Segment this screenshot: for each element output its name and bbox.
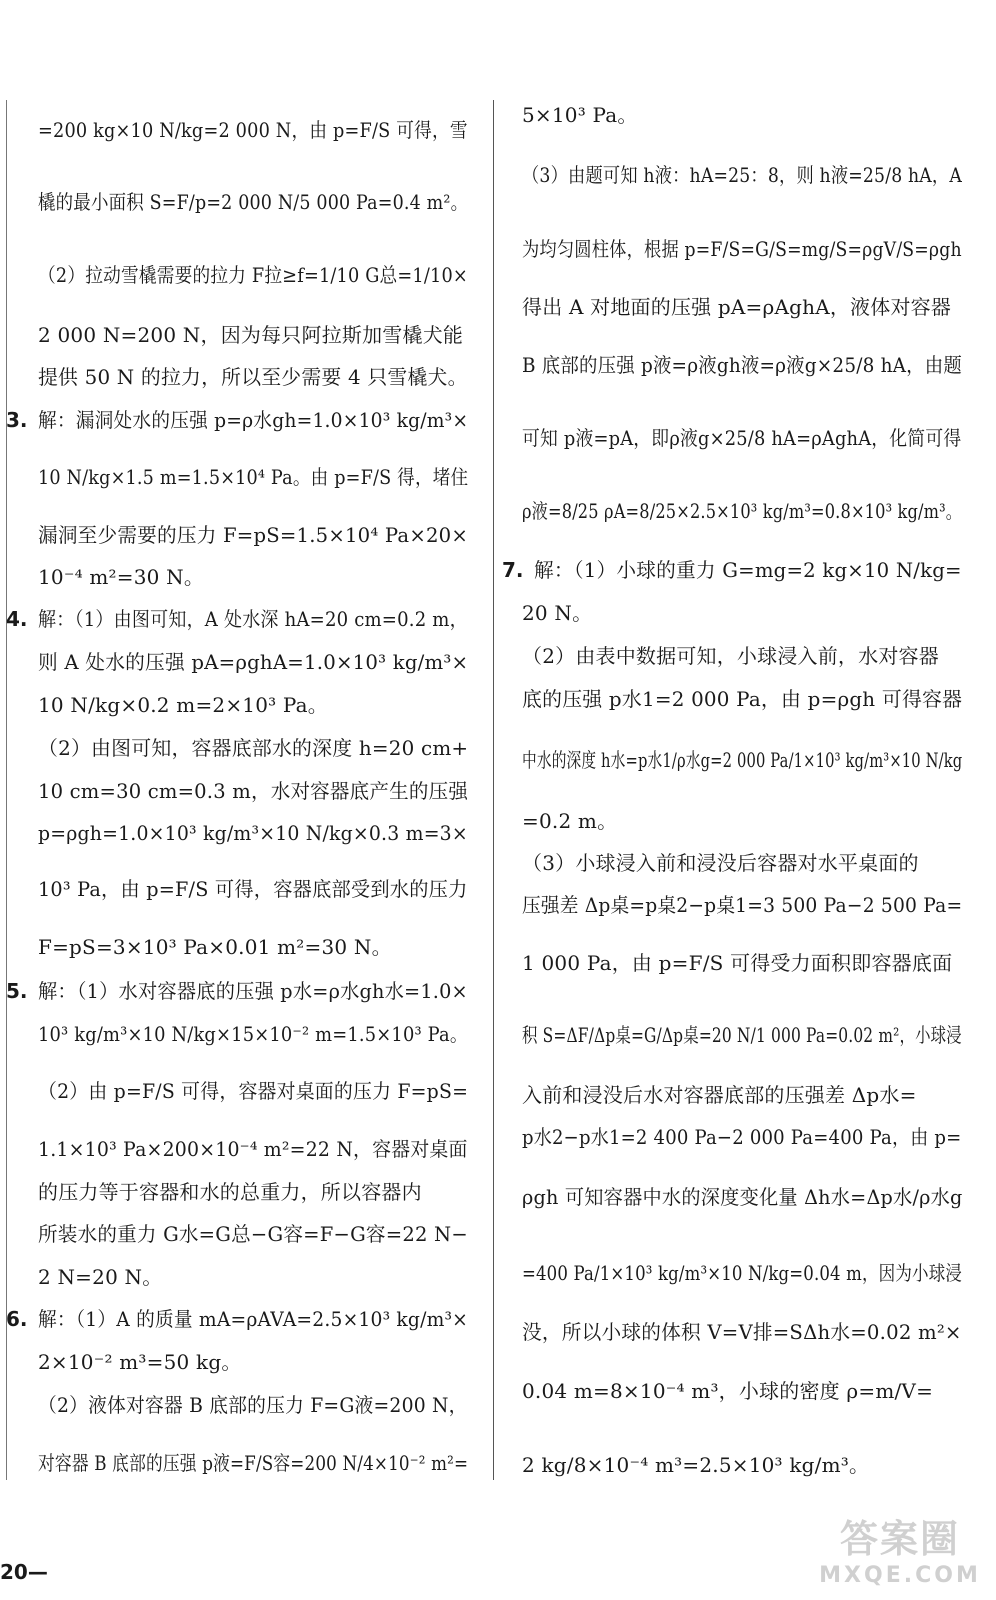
text-line: 对容器 B 底部的压强 p液=F/S容=200 N/4×10⁻² m²= [38,1451,469,1475]
watermark-url: MXQE.COM [819,1562,981,1588]
text-line: （2）由表中数据可知，小球浸入前，水对容器 [522,644,939,668]
text-line: 2×10⁻² m³=50 kg。 [38,1350,242,1374]
text-line: （2）由图可知，容器底部水的深度 h=20 cm+ [38,736,469,760]
text-line: ρgh 可知容器中水的深度变化量 Δh水=Δp水/ρ水g [522,1185,963,1209]
text-line: 10 N/kg×1.5 m=1.5×10⁴ Pa。由 p=F/S 得，堵住 [38,465,469,489]
text-line: 得出 A 对地面的压强 pA=ρAghA，液体对容器 [522,295,952,319]
page-number: 20— [0,1560,48,1584]
text-line: （2）液体对容器 B 底部的压力 F=G液=200 N， [38,1393,468,1417]
text-line: 解：（1）小球的重力 G=mg=2 kg×10 N/kg= [534,558,962,582]
text-line: 解：（1）由图可知，A 处水深 hA=20 cm=0.2 m， [38,607,468,631]
text-line: 压强差 Δp桌=p桌2−p桌1=3 500 Pa−2 500 Pa= [522,893,963,917]
text-line: 10³ kg/m³×10 N/kg×15×10⁻² m=1.5×10³ Pa。 [38,1022,468,1046]
left-margin-rule [6,100,7,1480]
text-line: 10 N/kg×0.2 m=2×10³ Pa。 [38,693,329,717]
text-line: 1.1×10³ Pa×200×10⁻⁴ m²=22 N，容器对桌面 [38,1137,468,1161]
text-line: （3）由题可知 h液：hA=25：8，则 h液=25/8 hA，A [522,163,963,187]
text-line: p水2−p水1=2 400 Pa−2 000 Pa=400 Pa，由 p= [522,1125,962,1149]
text-line: 5×10³ Pa。 [522,103,638,127]
problem-number: 7. [502,558,524,582]
text-line: （2）由 p=F/S 可得，容器对桌面的压力 F=pS= [38,1079,469,1103]
text-line: =0.2 m。 [522,809,618,833]
text-line: 入前和浸没后水对容器底部的压强差 Δp水= [522,1083,917,1107]
problem-number: 6. [6,1307,28,1331]
text-line: F=pS=3×10³ Pa×0.01 m²=30 N。 [38,935,392,959]
text-line: 2 000 N=200 N，因为每只阿拉斯加雪橇犬能 [38,323,464,347]
text-line: 10 cm=30 cm=0.3 m，水对容器底产生的压强 [38,779,469,803]
text-line: 0.04 m=8×10⁻⁴ m³，小球的密度 ρ=m/V= [522,1379,934,1403]
text-line: 2 kg/8×10⁻⁴ m³=2.5×10³ kg/m³。 [522,1453,870,1477]
text-line: B 底部的压强 p液=ρ液gh液=ρ液g×25/8 hA，由题 [522,353,963,377]
text-line: 则 A 处水的压强 pA=ρghA=1.0×10³ kg/m³× [38,650,469,674]
text-line: （2）拉动雪橇需要的拉力 F拉≥f=1/10 G总=1/10× [38,263,468,287]
text-line: ρ液=8/25 ρA=8/25×2.5×10³ kg/m³=0.8×10³ kg/m³。 [522,499,963,523]
text-line: 10⁻⁴ m²=30 N。 [38,565,205,589]
watermark-title: 答案圈 [839,1516,960,1561]
text-line: 提供 50 N 的拉力，所以至少需要 4 只雪橇犬。 [38,365,468,389]
text-line: 可知 p液=pA，即ρ液g×25/8 hA=ρAghA，化简可得 [522,426,962,450]
text-line: 中水的深度 h水=p水1/ρ水g=2 000 Pa/1×10³ kg/m³×10 N/kg [522,748,963,772]
text-line: 1 000 Pa，由 p=F/S 可得受力面积即容器底面 [522,951,953,975]
text-line: （3）小球浸入前和浸没后容器对水平桌面的 [522,851,919,875]
text-line: 所装水的重力 G水=G总−G容=F−G容=22 N− [38,1222,468,1246]
text-line: 积 S=ΔF/Δp桌=G/Δp桌=20 N/1 000 Pa=0.02 m²，小球浸 [522,1023,962,1047]
text-line: p=ρgh=1.0×10³ kg/m³×10 N/kg×0.3 m=3× [38,821,468,845]
text-line: =400 Pa/1×10³ kg/m³×10 N/kg=0.04 m，因为小球浸 [522,1261,963,1285]
watermark-logo [815,1500,985,1595]
problem-number: 4. [6,607,28,631]
text-line: 10³ Pa，由 p=F/S 可得，容器底部受到水的压力 [38,877,468,901]
problem-number: 5. [6,979,28,1003]
text-line: 没，所以小球的体积 V=V排=SΔh水=0.02 m²× [522,1320,962,1344]
text-line: 为均匀圆柱体，根据 p=F/S=G/S=mg/S=ρgV/S=ρgh [522,237,962,261]
text-line: 漏洞至少需要的压力 F=pS=1.5×10⁴ Pa×20× [38,523,469,547]
column-divider [493,100,494,1480]
text-line: 底的压强 p水1=2 000 Pa，由 p=ρgh 可得容器 [522,687,963,711]
problem-number: 3. [6,408,28,432]
text-line: 的压力等于容器和水的总重力，所以容器内 [38,1180,422,1204]
text-line: 解：（1）A 的质量 mA=ρAVA=2.5×10³ kg/m³× [38,1307,469,1331]
text-line: 2 N=20 N。 [38,1265,163,1289]
text-line: 20 N。 [522,601,593,625]
text-line: 橇的最小面积 S=F/p=2 000 N/5 000 Pa=0.4 m²。 [38,190,469,214]
text-line: 解：（1）水对容器底的压强 p水=ρ水gh水=1.0× [38,979,468,1003]
text-line: 解：漏洞处水的压强 p=ρ水gh=1.0×10³ kg/m³× [38,408,469,432]
text-line: =200 kg×10 N/kg=2 000 N，由 p=F/S 可得，雪 [38,118,468,142]
